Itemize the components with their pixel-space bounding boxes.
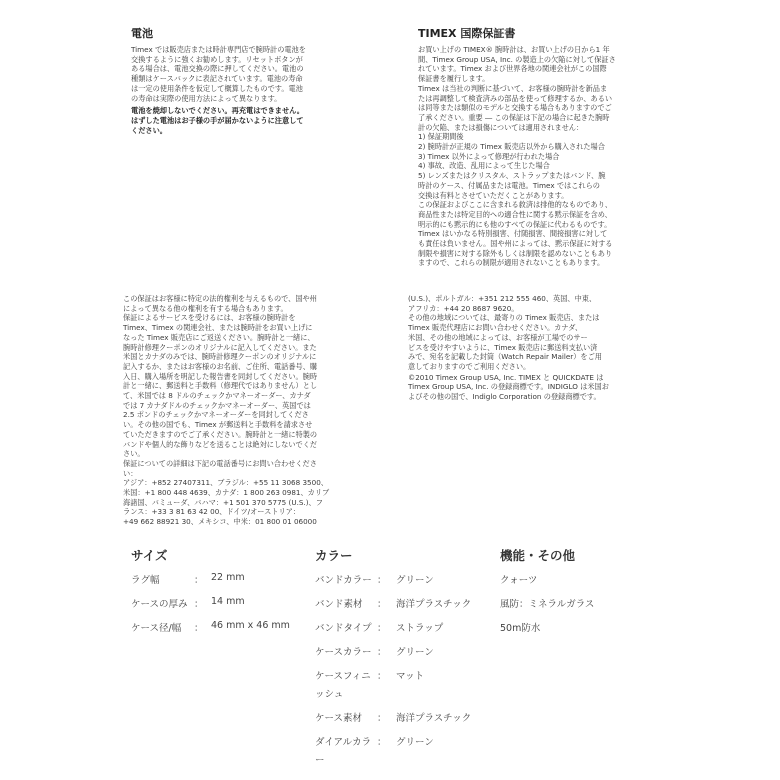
spec-label-continuation: ー: [315, 755, 325, 766]
spec-separator: ：: [377, 671, 387, 682]
warranty-title: TIMEX 国際保証書: [418, 27, 516, 40]
spec-label: ケースの厚み: [131, 599, 188, 610]
spec-value: グリーン: [396, 647, 434, 658]
spec-separator: ：: [377, 737, 387, 748]
spec-separator: ：: [194, 599, 204, 610]
battery-body: Timex では販売店または時計専門店で腕時計の電池を 交換するように強くお勧めします。リセットボタンが ある場合は、電池交換の際に押してください。電池の 種類はケースバックに表記されています。電池の寿命 は一定の使用条件を仮定して概算したものです。電池 の寿命は実際の使用方法によって異なります。: [131, 45, 306, 103]
warranty-section: [418, 25, 658, 268]
spec-label: ケースカラー: [315, 647, 372, 658]
feature-value: クォーツ: [500, 575, 538, 586]
features-heading: 機能・その他: [500, 548, 576, 563]
spec-label: ケース径/幅: [131, 623, 182, 634]
spec-separator: ：: [377, 575, 387, 586]
feature-value: 50m防水: [500, 623, 541, 634]
spec-separator: ：: [377, 713, 387, 724]
spec-value: マット: [396, 671, 425, 682]
battery-title: 電池: [131, 27, 153, 40]
spec-separator: ：: [194, 623, 204, 634]
spec-label: バンドタイプ: [315, 623, 372, 634]
battery-warning: 電池を焼却しないでください。再充電はできません。 はずした電池はお子様の手が届かないように注意して ください。: [131, 106, 304, 135]
copyright-text: ©2010 Timex Group USA, Inc. TIMEX と QUICKDATE は Timex Group USA, Inc. の登録商標です。INDIGLO は米国お よびその他の国で、Indiglo Corporation の登録商標です。: [408, 372, 609, 402]
warranty-body: お買い上げの TIMEX® 腕時計は、お買い上げの日から1 年 間、Timex Group USA, Inc. の製造上の欠陥に対して保証さ れています。Timex および世界各地の関連会社がこの国際 保証書を履行します。 Timex は当社の判断に基づいて、お客様の腕時計を新品ま たは再調整して検査済みの部品を使って修理するか、あるい は同等または類似のモデルと交換する場合もありますのでご 了承ください。重要 ― この保証は下記の場合に起きた腕時 計の欠陥、または損傷については適用されません： 1) 保証期間後 2) 腕時計が正規の Timex 販売店以外から購入された場合 3) Timex 以外によって修理が行われた場合 4) 事故、改造、乱用によって生じた場合 5) レンズまたはクリスタル、ストラップまたはバンド、腕 時計のケース、付属品または電池。Timex ではこれらの 交換は有料とさせていただくことがあります。 この保証およびここに含まれる救済は排他的なものであり、 商品性または特定目的への適合性に関する黙示保証を含め、 明示的にも黙示的にも他のすべての保証に代わるものです。 Timex はいかなる特別損害、付随損害、間接損害に対して も責任は負いません。国や州によっては、黙示保証に対する 制限や損害に対する除外もしくは制限を認めないこともあり ますので、これらの制限が適用されないこともあります。: [418, 45, 616, 268]
spec-label: ケースフィニ: [315, 671, 371, 682]
contacts-section: [408, 294, 648, 402]
rights-body: この保証はお客様に特定の法的権利を与えるもので、国や州 によって異なる他の権利を有する場合もあります。 保証によるサービスを受けるには、お客様の腕時計を Timex、Timex の関連会社、または腕時計をお買い上げに なった Timex 販売店にご返送ください。腕時計と一緒に、 腕時計修理クーポンのオリジナルに記入してください。また 米国とカナダのみでは、腕時計修理クーポンのオリジナルに 記入するか、またはお客様のお名前、ご住所、電話番号、購 入日、購入場所を明記した報告書を同封してください。腕時 計と一緒に、郵送料と手数料（修理代ではありません）とし て、米国では 8 ドルのチェックかマネーオーダー、カナダ では 7 カナダドルのチェックかマネーオーダー、英国では 2.5 ポンドのチェックかマネーオーダーを同封してくださ い。その他の国でも、Timex が郵送料と手数料を請求させ ていただきますのでご了承ください。腕時計と一緒に特製の バンドや個人的な飾りなどを送ることは絶対にしないでくだ さい。 保証についての詳細は下記の電話番号にお問い合わせくださ い： アジア：+852 27407311、ブラジル：+55 11 3068 3500、 米国：+1 800 448 4639、カナダ：1 800 263 0981、カリブ 海諸国、バミューダ、バハマ：+1 501 370 5775 (U.S.)、フ ランス：+33 3 81 63 42 00、ドイツ/オーストリア： +49 662 88921 30、メキシコ、中米：01 800 01 06000: [123, 294, 330, 527]
contacts-body: (U.S.)、ポルトガル：+351 212 555 460、英国、中東、 アフリカ：+44 20 8687 9620。 その他の地域については、最寄りの Timex 販売店、または Timex 販売代理店にお問い合わせください。カナダ、 米国、その他の地域によっては、お客様が工場でのサー ビスを受けやすいように、Timex 販売店に郵送料支払い済 みで、宛名を記載した封筒（Watch Repair Mailer）をご用 意しておりますのでご利用ください。: [408, 294, 602, 371]
spec-separator: ：: [194, 575, 204, 586]
spec-value: グリーン: [396, 575, 434, 586]
spec-value: 海洋プラスチック: [396, 713, 472, 724]
spec-value: グリーン: [396, 737, 434, 748]
spec-separator: ：: [377, 623, 387, 634]
spec-value: ストラップ: [396, 623, 444, 634]
spec-label: バンド素材: [315, 599, 363, 610]
spec-separator: ：: [377, 647, 387, 658]
rights-section: [123, 294, 363, 527]
spec-label: ケース素材: [315, 713, 363, 724]
spec-value: 海洋プラスチック: [396, 599, 472, 610]
spec-separator: ：: [377, 599, 387, 610]
spec-label: ラグ幅: [131, 575, 160, 586]
spec-value: 14 mm: [211, 596, 245, 607]
spec-label-continuation: ッシュ: [315, 689, 344, 700]
spec-label: バンドカラー: [315, 575, 372, 586]
color-heading: カラー: [315, 548, 353, 563]
spec-value: 46 mm x 46 mm: [211, 620, 290, 631]
battery-section: [131, 25, 361, 135]
feature-value: 風防：ミネラルガラス: [500, 599, 595, 610]
spec-value: 22 mm: [211, 572, 245, 583]
spec-label: ダイアルカラ: [315, 737, 372, 748]
size-heading: サイズ: [131, 548, 168, 563]
